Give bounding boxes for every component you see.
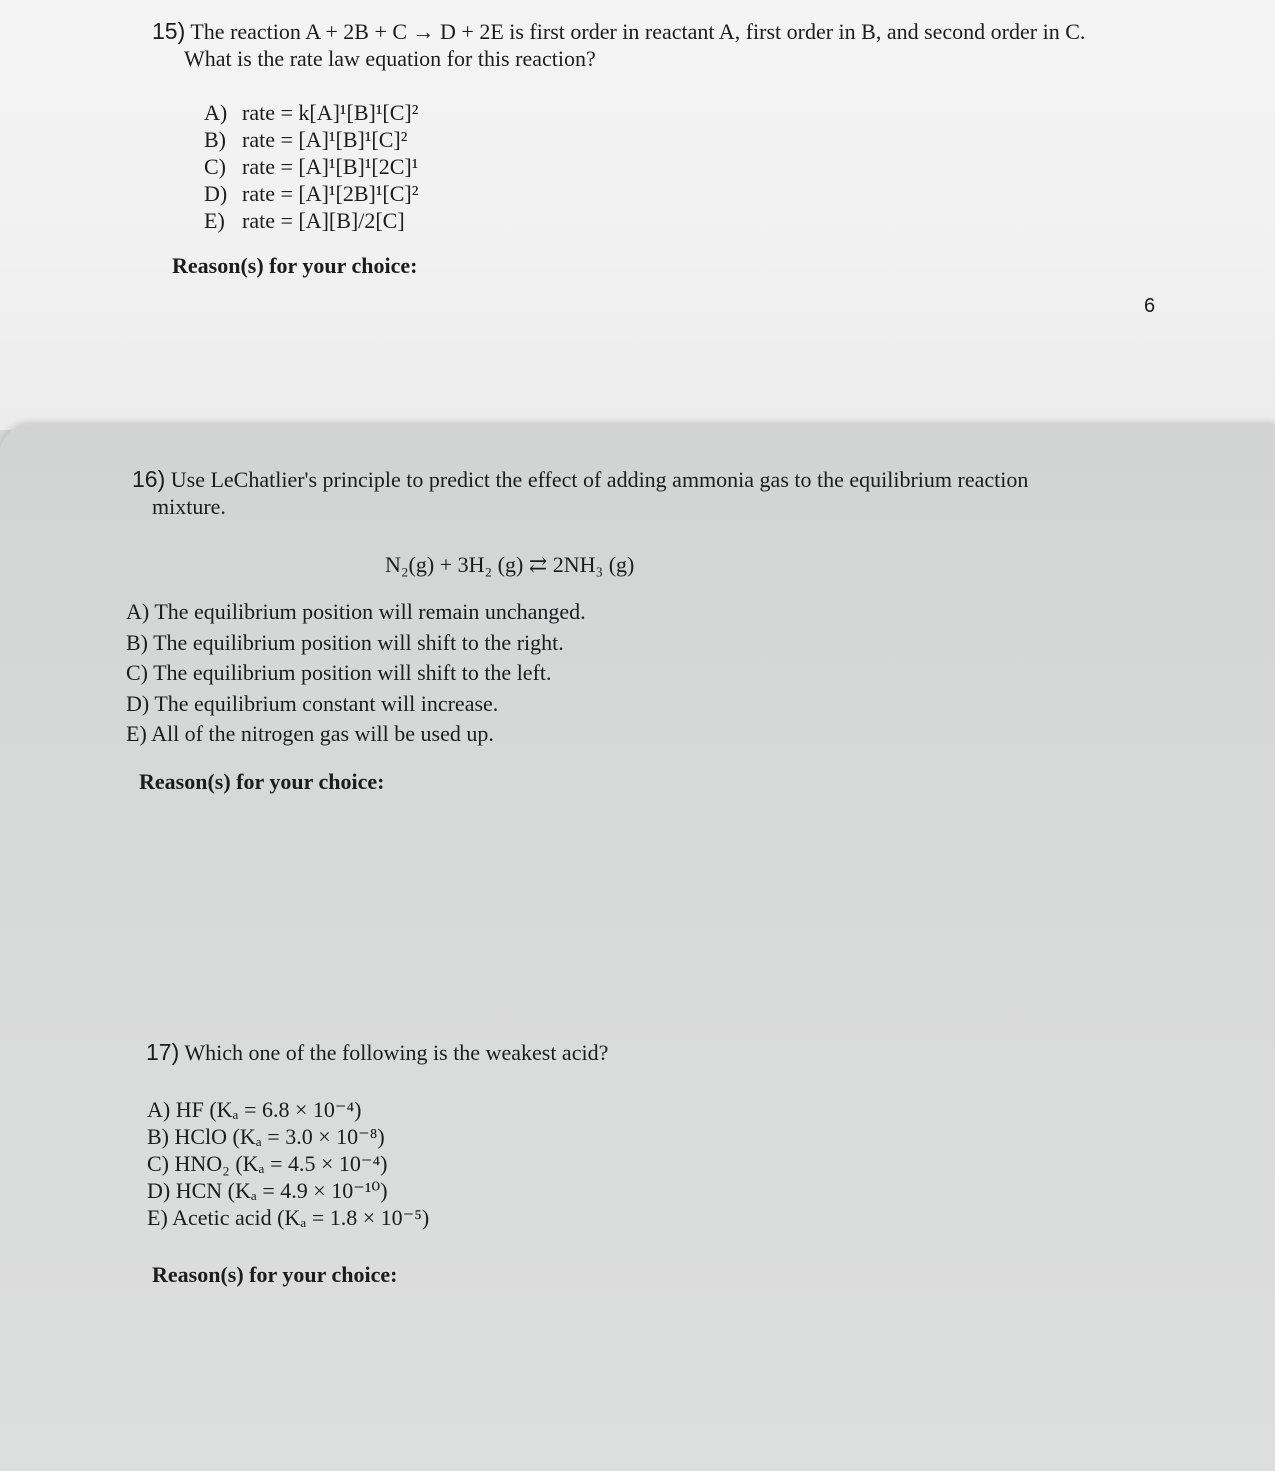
q17-option-d[interactable] <box>147 1177 429 1204</box>
q16-prompt-line1 <box>132 466 1028 493</box>
q16-option-c[interactable] <box>126 658 586 689</box>
q15-option-c-text: rate = [A]¹[B]¹[2C]¹ <box>242 154 419 179</box>
q15-option-b[interactable] <box>204 126 418 153</box>
q17-option-b-text: HClO (Kₐ = 3.0 × 10⁻⁸) <box>174 1124 385 1149</box>
q16-prompt-line2: mixture. <box>152 494 226 519</box>
q16-equation: N₂(g) + 3H₂ (g) ⇄ 2NH₃ (g) <box>385 552 635 577</box>
q17-reason-label: Reason(s) for your choice: <box>152 1262 398 1287</box>
q17-option-a[interactable] <box>147 1096 429 1123</box>
q15-text-line1: The reaction A + 2B + C → D + 2E is first order in reactant A, first order in B, and second order in C. <box>190 19 1086 44</box>
q15-option-a-text: rate = k[A]¹[B]¹[C]² <box>242 100 419 125</box>
q15-option-e-label: E) <box>204 208 225 233</box>
q17-option-c[interactable] <box>147 1150 429 1177</box>
q16-option-a-text: The equilibrium position will remain unchanged. <box>154 599 586 624</box>
q16-option-e[interactable] <box>126 719 586 750</box>
q15-option-b-text: rate = [A]¹[B]¹[C]² <box>242 127 408 152</box>
q17-number: 17) <box>146 1039 180 1065</box>
q15-prompt-line2: What is the rate law equation for this reaction? <box>184 46 596 71</box>
q15-option-d-text: rate = [A]¹[2B]¹[C]² <box>242 181 419 206</box>
q17-option-a-label: A) <box>147 1097 171 1122</box>
q17-options <box>147 1096 429 1231</box>
q15-option-b-label: B) <box>204 127 226 152</box>
q17-option-b[interactable] <box>147 1123 429 1150</box>
q16-option-b[interactable] <box>126 628 586 659</box>
q16-option-b-label: B) <box>126 629 148 655</box>
q15-option-e[interactable] <box>204 207 418 234</box>
q17-option-e-label: E) <box>147 1205 168 1230</box>
q15-reason-label: Reason(s) for your choice: <box>172 253 418 278</box>
q15-prompt-line1 <box>152 18 1085 45</box>
q16-option-d[interactable] <box>126 689 586 720</box>
bottom-page <box>0 424 1275 1471</box>
q17-option-e[interactable] <box>147 1204 429 1231</box>
q16-options <box>126 597 586 750</box>
q15-option-a[interactable] <box>204 99 418 126</box>
q17-option-c-label: C) <box>147 1151 169 1176</box>
q17-option-a-text: HF (Kₐ = 6.8 × 10⁻⁴) <box>175 1097 362 1122</box>
q16-option-d-label: D) <box>126 690 150 716</box>
q15-number: 15) <box>152 18 186 44</box>
q15-option-c[interactable] <box>204 153 418 180</box>
q16-option-c-text: The equilibrium position will shift to the left. <box>153 660 552 685</box>
q17-option-b-label: B) <box>147 1124 169 1149</box>
q15-option-a-label: A) <box>204 100 228 125</box>
q16-option-e-text: All of the nitrogen gas will be used up. <box>151 721 494 746</box>
q17-option-e-text: Acetic acid (Kₐ = 1.8 × 10⁻⁵) <box>172 1205 430 1230</box>
q17-option-d-label: D) <box>147 1178 171 1203</box>
q16-option-a[interactable] <box>126 597 586 628</box>
q16-option-e-label: E) <box>126 721 147 746</box>
page-number: 6 <box>1144 295 1156 317</box>
q16-option-c-label: C) <box>126 660 148 685</box>
q15-options <box>204 99 418 234</box>
q17-option-d-text: HCN (Kₐ = 4.9 × 10⁻¹⁰) <box>175 1178 388 1203</box>
q16-number: 16) <box>132 466 166 492</box>
q17-option-c-text: HNO₂ (Kₐ = 4.5 × 10⁻⁴) <box>174 1151 388 1176</box>
q15-option-d-label: D) <box>204 181 228 206</box>
q15-option-c-label: C) <box>204 154 226 179</box>
q15-option-d[interactable] <box>204 180 418 207</box>
q16-option-d-text: The equilibrium constant will increase. <box>154 690 499 716</box>
q16-option-b-text: The equilibrium position will shift to the right. <box>153 629 564 655</box>
q15-option-e-text: rate = [A][B]/2[C] <box>242 208 405 233</box>
q17-prompt <box>146 1039 608 1066</box>
q16-reason-label: Reason(s) for your choice: <box>139 769 385 794</box>
q16-option-a-label: A) <box>126 599 150 624</box>
q16-text-line1: Use LeChatlier's principle to predict the effect of adding ammonia gas to the equilibrium reaction <box>170 467 1029 492</box>
q17-text-line1: Which one of the following is the weakest acid? <box>184 1040 609 1065</box>
